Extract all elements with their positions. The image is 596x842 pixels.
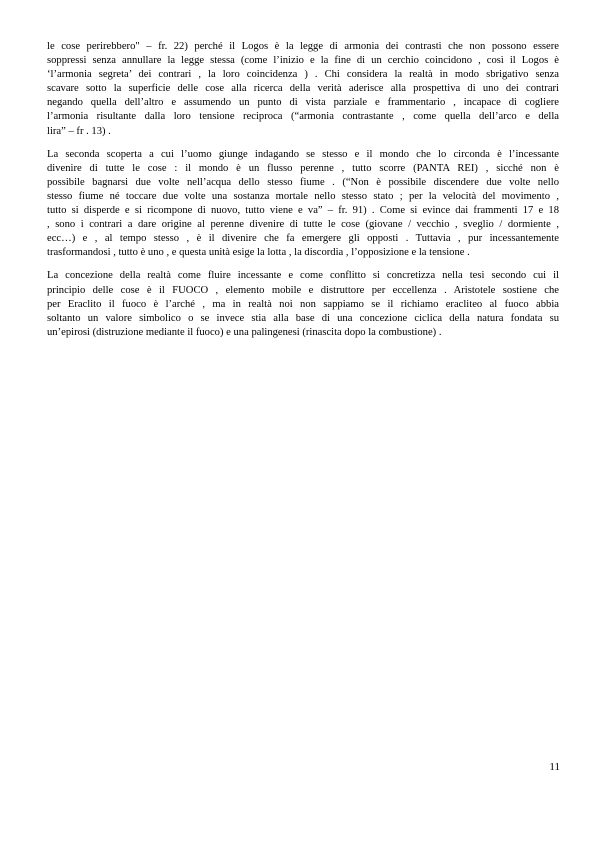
text-line: ecc…) e , al tempo stesso , è il divenire che fa emergere gli opposti . Tuttavia , pur incessantemente [47,233,559,245]
text-line: La concezione della realtà come fluire incessante e come conflitto si concretizza nella tesi secondo cui il [47,270,559,282]
paragraph-becoming [47,148,559,261]
text-line: La seconda scoperta a cui l’uomo giunge indagando se stesso e il mondo che lo circonda è l’incessante [47,148,559,160]
text-line: scavare sotto la superficie delle cose alla ricerca della verità aderisce alla prospettiva di uno dei contrari [47,83,559,95]
text-line: lira” – fr . 13) . [47,125,111,137]
text-line: le cose perirebbero" – fr. 22) perché il Logos è la legge di armonia dei contrasti che non possono essere [47,41,559,52]
text-line: , sono i contrari a dare origine al perenne divenire di tutte le cose (giovane / vecchio , sveglio / dormiente , [47,219,559,231]
text-line: un’epirosi (distruzione mediante il fuoco) e una palingenesi (rinascita dopo la combustione) . [47,326,442,338]
body-text [47,40,559,349]
text-line: soppressi senza annullare la legge stessa (come l’inizio e la fine di un cerchio coincidono , così il Logos è [47,55,559,67]
text-line: trasformandosi , tutto è uno , e questa unità esige la lotta , la discordia , l’opposizione e la tensione . [47,247,470,259]
text-line: soltanto un valore simbolico o se invece stia alla base di una concezione ciclica della natura fondata su [47,312,559,324]
text-line: principio delle cose è il FUOCO , elemento mobile e distruttore per eccellenza . Aristotele sostiene che [47,284,559,296]
text-line: stesso fiume né toccare due volte una sostanza mortale nello stesso stato ; per la velocità del movimento , [47,190,559,202]
text-line: l’armonia risultante dalla loro tensione reciproca (“armonia contrastante , come quella dell’arco e della [47,111,559,123]
text-line: ‘l’armonia segreta’ dei contrari , la loro coincidenza ) . Chi considera la realtà in modo sbrigativo senza [47,69,559,81]
text-line: tutto si disperde e si ricompone di nuovo, tutto viene e va” – fr. 91) . Come si evince dai frammenti 17 e 18 [47,205,559,217]
text-line: divenire di tutte le cose : il mondo è un flusso perenne , tutto scorre (PANTA REI) , sicché non è [47,162,559,174]
text-line: per Eraclito il fuoco è l’arché , ma in realtà noi non sappiamo se il richiamo eracliteo al fuoco abbia [47,298,559,310]
text-line: negando quella dell’altro e assumendo un punto di vista parziale e frammentario , incapace di cogliere [47,97,559,109]
paragraph-logos-harmony [47,40,559,139]
text-line: possibile bagnarsi due volte nell’acqua dello stesso fiume . (“Non è possibile discendere due volte nello [47,176,559,188]
paragraph-fire [47,269,559,339]
page-number: 11 [549,761,560,773]
